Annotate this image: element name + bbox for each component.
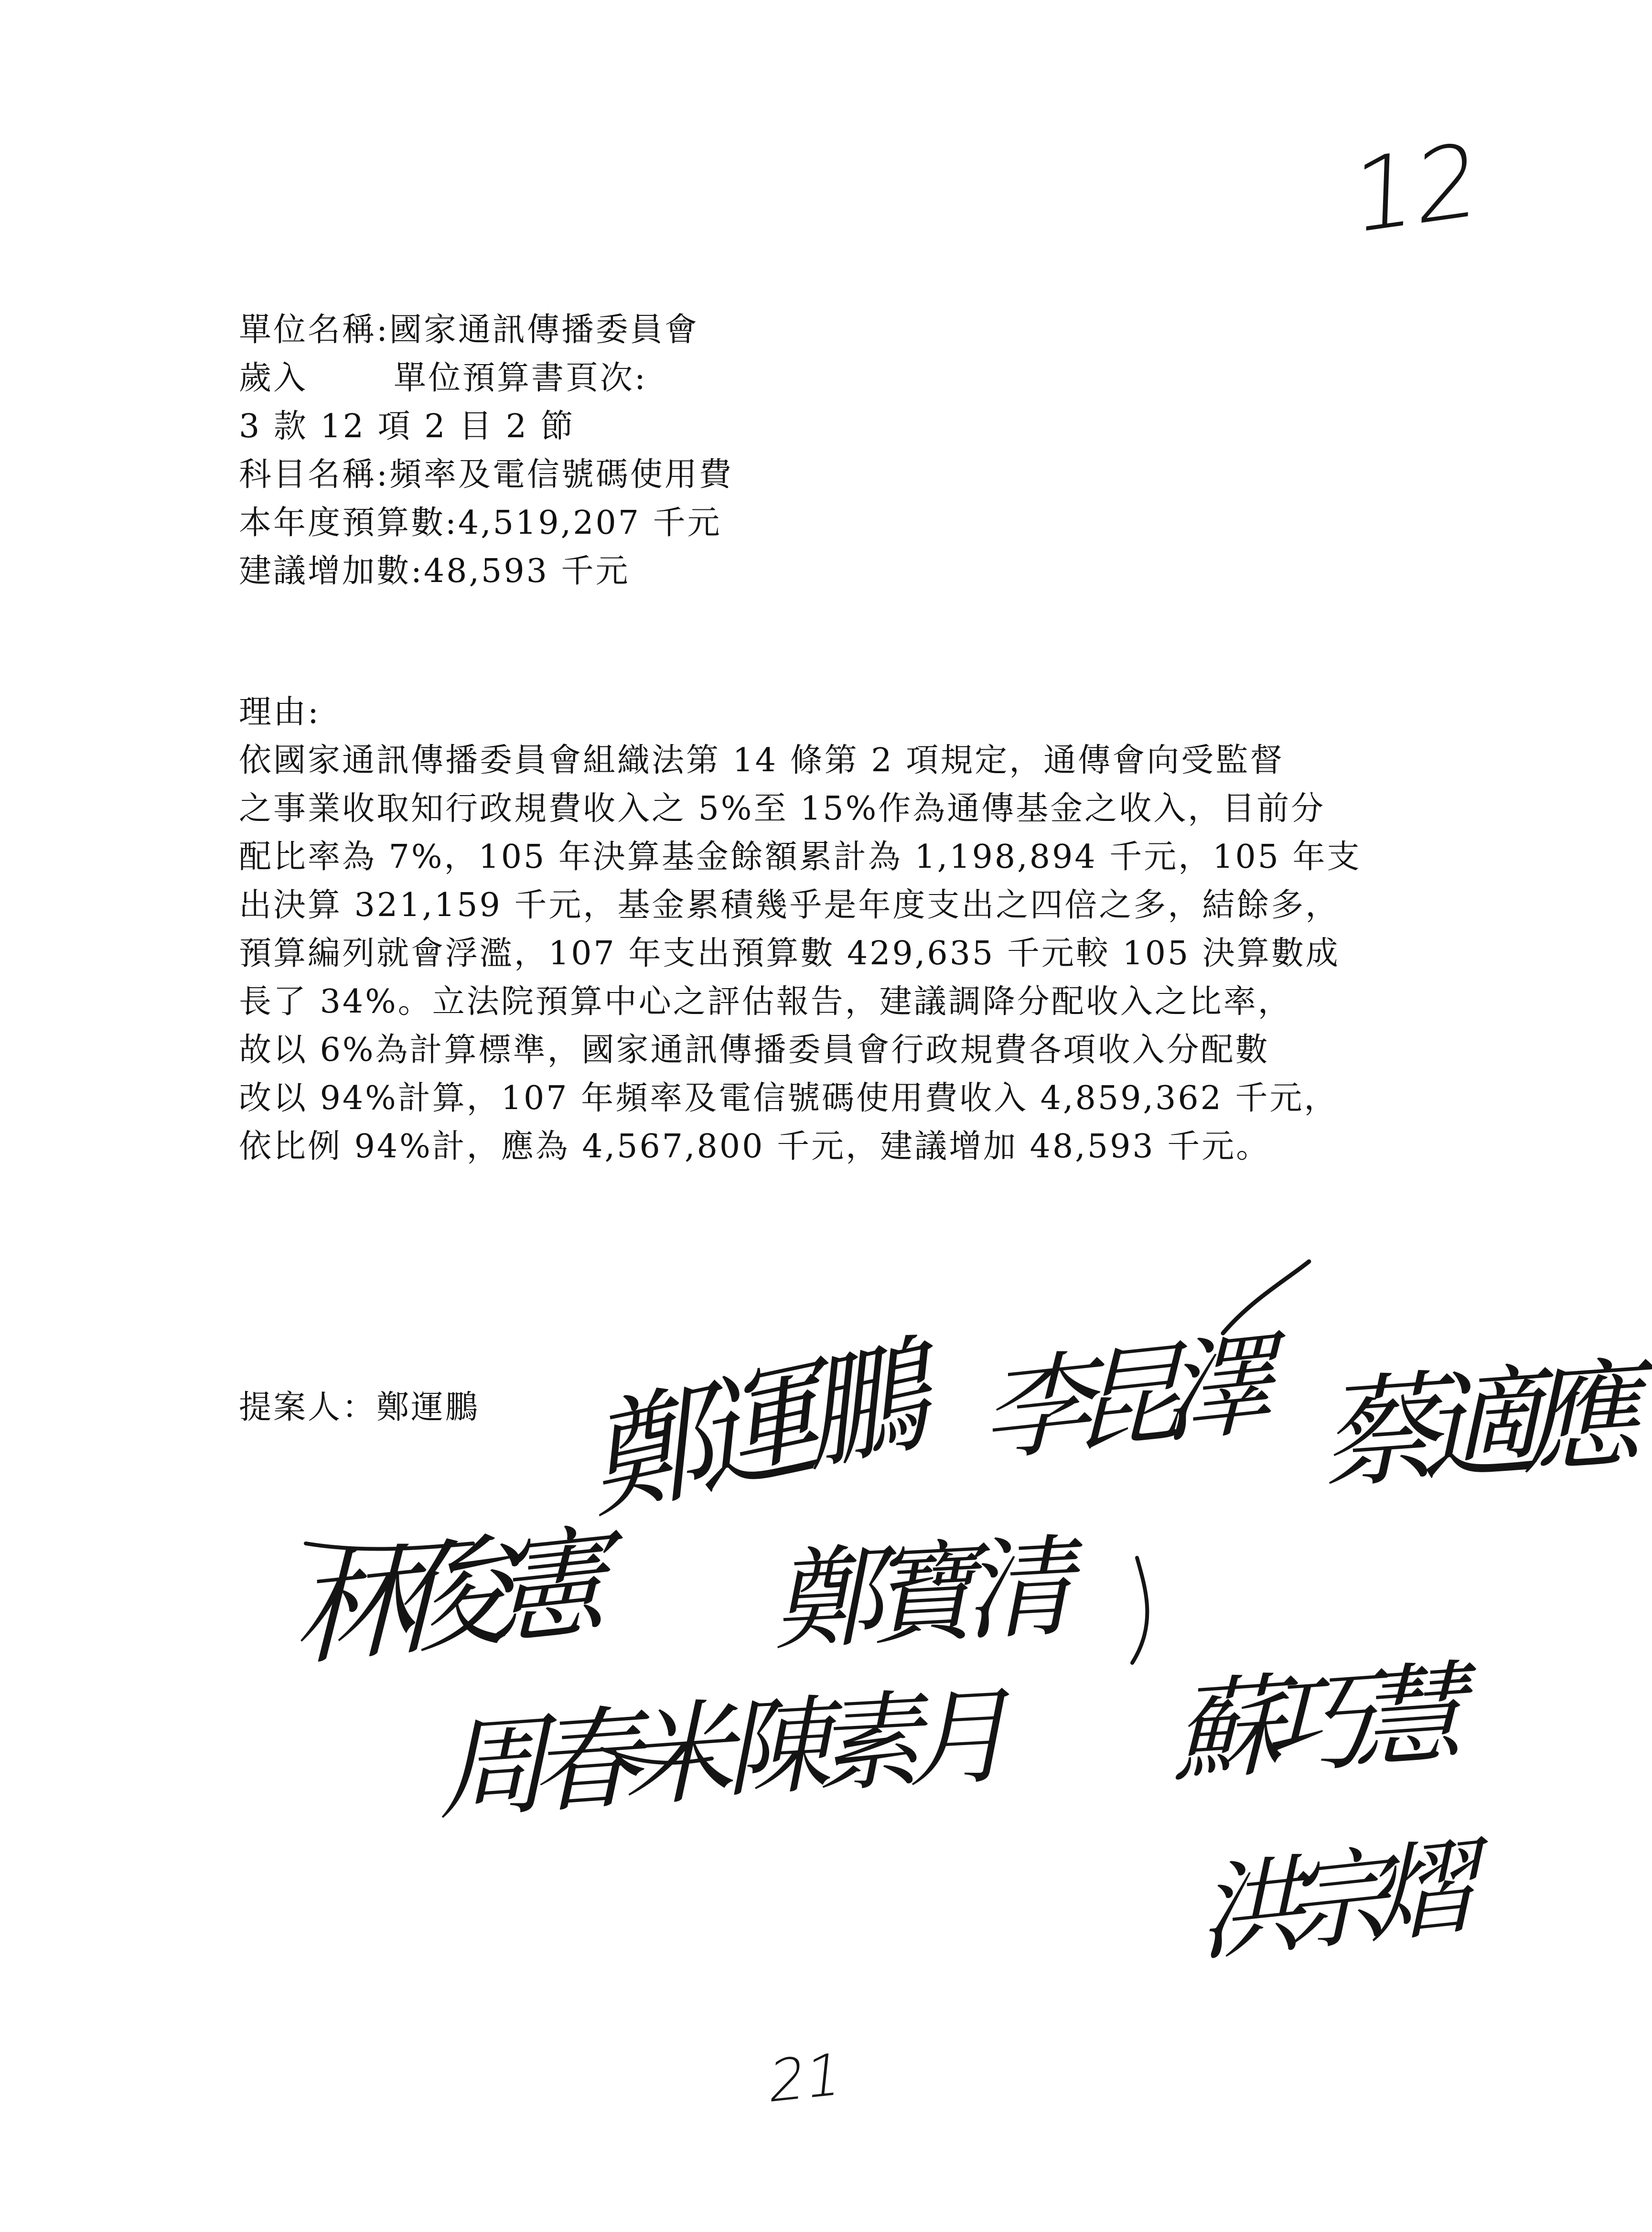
handwritten-page-number: 12 bbox=[1350, 120, 1481, 257]
budget-classification: 3 款 12 項 2 目 2 節 bbox=[239, 408, 575, 445]
signature: 周春米 bbox=[433, 1687, 740, 1837]
revenue-label: 歲入 bbox=[239, 359, 308, 397]
handwritten-folio-number: 21 bbox=[766, 2040, 846, 2116]
signature: 蘇巧慧 bbox=[1166, 1649, 1470, 1799]
signature: 洪宗熠 bbox=[1194, 1824, 1478, 1977]
proposed-increase: 建議增加數:48,593 千元 bbox=[239, 552, 630, 590]
revenue-line bbox=[239, 354, 1385, 402]
signature: 蔡適應 bbox=[1316, 1343, 1647, 1506]
reason-text: 依國家通訊傳播委員會組織法第 14 條第 2 項規定，通傳會向受監督 之事業收取知行政規費收入之 5%至 15%作為通傳基金之收入，目前分 配比率為 7%，105 年決算基金餘額累計為 1,198,894 千元，105 年支 出決算 321,159 千元，基金累積幾乎是年度支出之四倍之多，結餘多， 預算編列就會浮濫，107 年支出預算數 429,635 千元較 105 決算數成 長了 34%。立法院預算中心之評估報告，建議調降分配收入之比率， 故以 6%為計算標準，國家通訊傳播委員會行政規費各項收入分配數 改以 94%計算，107 年頻率及電信號碼使用費收入 4,859,362 千元， 依比例 94%計，應為 4,567,800 千元，建議增加 48,593 千元。 bbox=[239, 742, 1362, 1165]
signature: 李昆澤 bbox=[975, 1318, 1279, 1479]
reason-section bbox=[239, 688, 1366, 1171]
subject-name: 科目名稱:頻率及電信號碼使用費 bbox=[239, 456, 733, 494]
proposal-header bbox=[239, 306, 1385, 595]
signature: 陳素月 bbox=[722, 1673, 1019, 1812]
budget-this-year: 本年度預算數:4,519,207 千元 bbox=[239, 504, 722, 542]
proposer: 提案人：鄭運鵬 bbox=[239, 1389, 480, 1426]
unit-name: 單位名稱:國家通訊傳播委員會 bbox=[239, 311, 699, 349]
budget-page-label: 單位預算書頁次: bbox=[394, 359, 647, 397]
reason-label: 理由: bbox=[239, 693, 321, 731]
signature: 鄭運鵬 bbox=[591, 1319, 930, 1539]
signature: 鄭寶清 bbox=[769, 1522, 1081, 1667]
signature: 林俊憲 bbox=[286, 1510, 614, 1684]
